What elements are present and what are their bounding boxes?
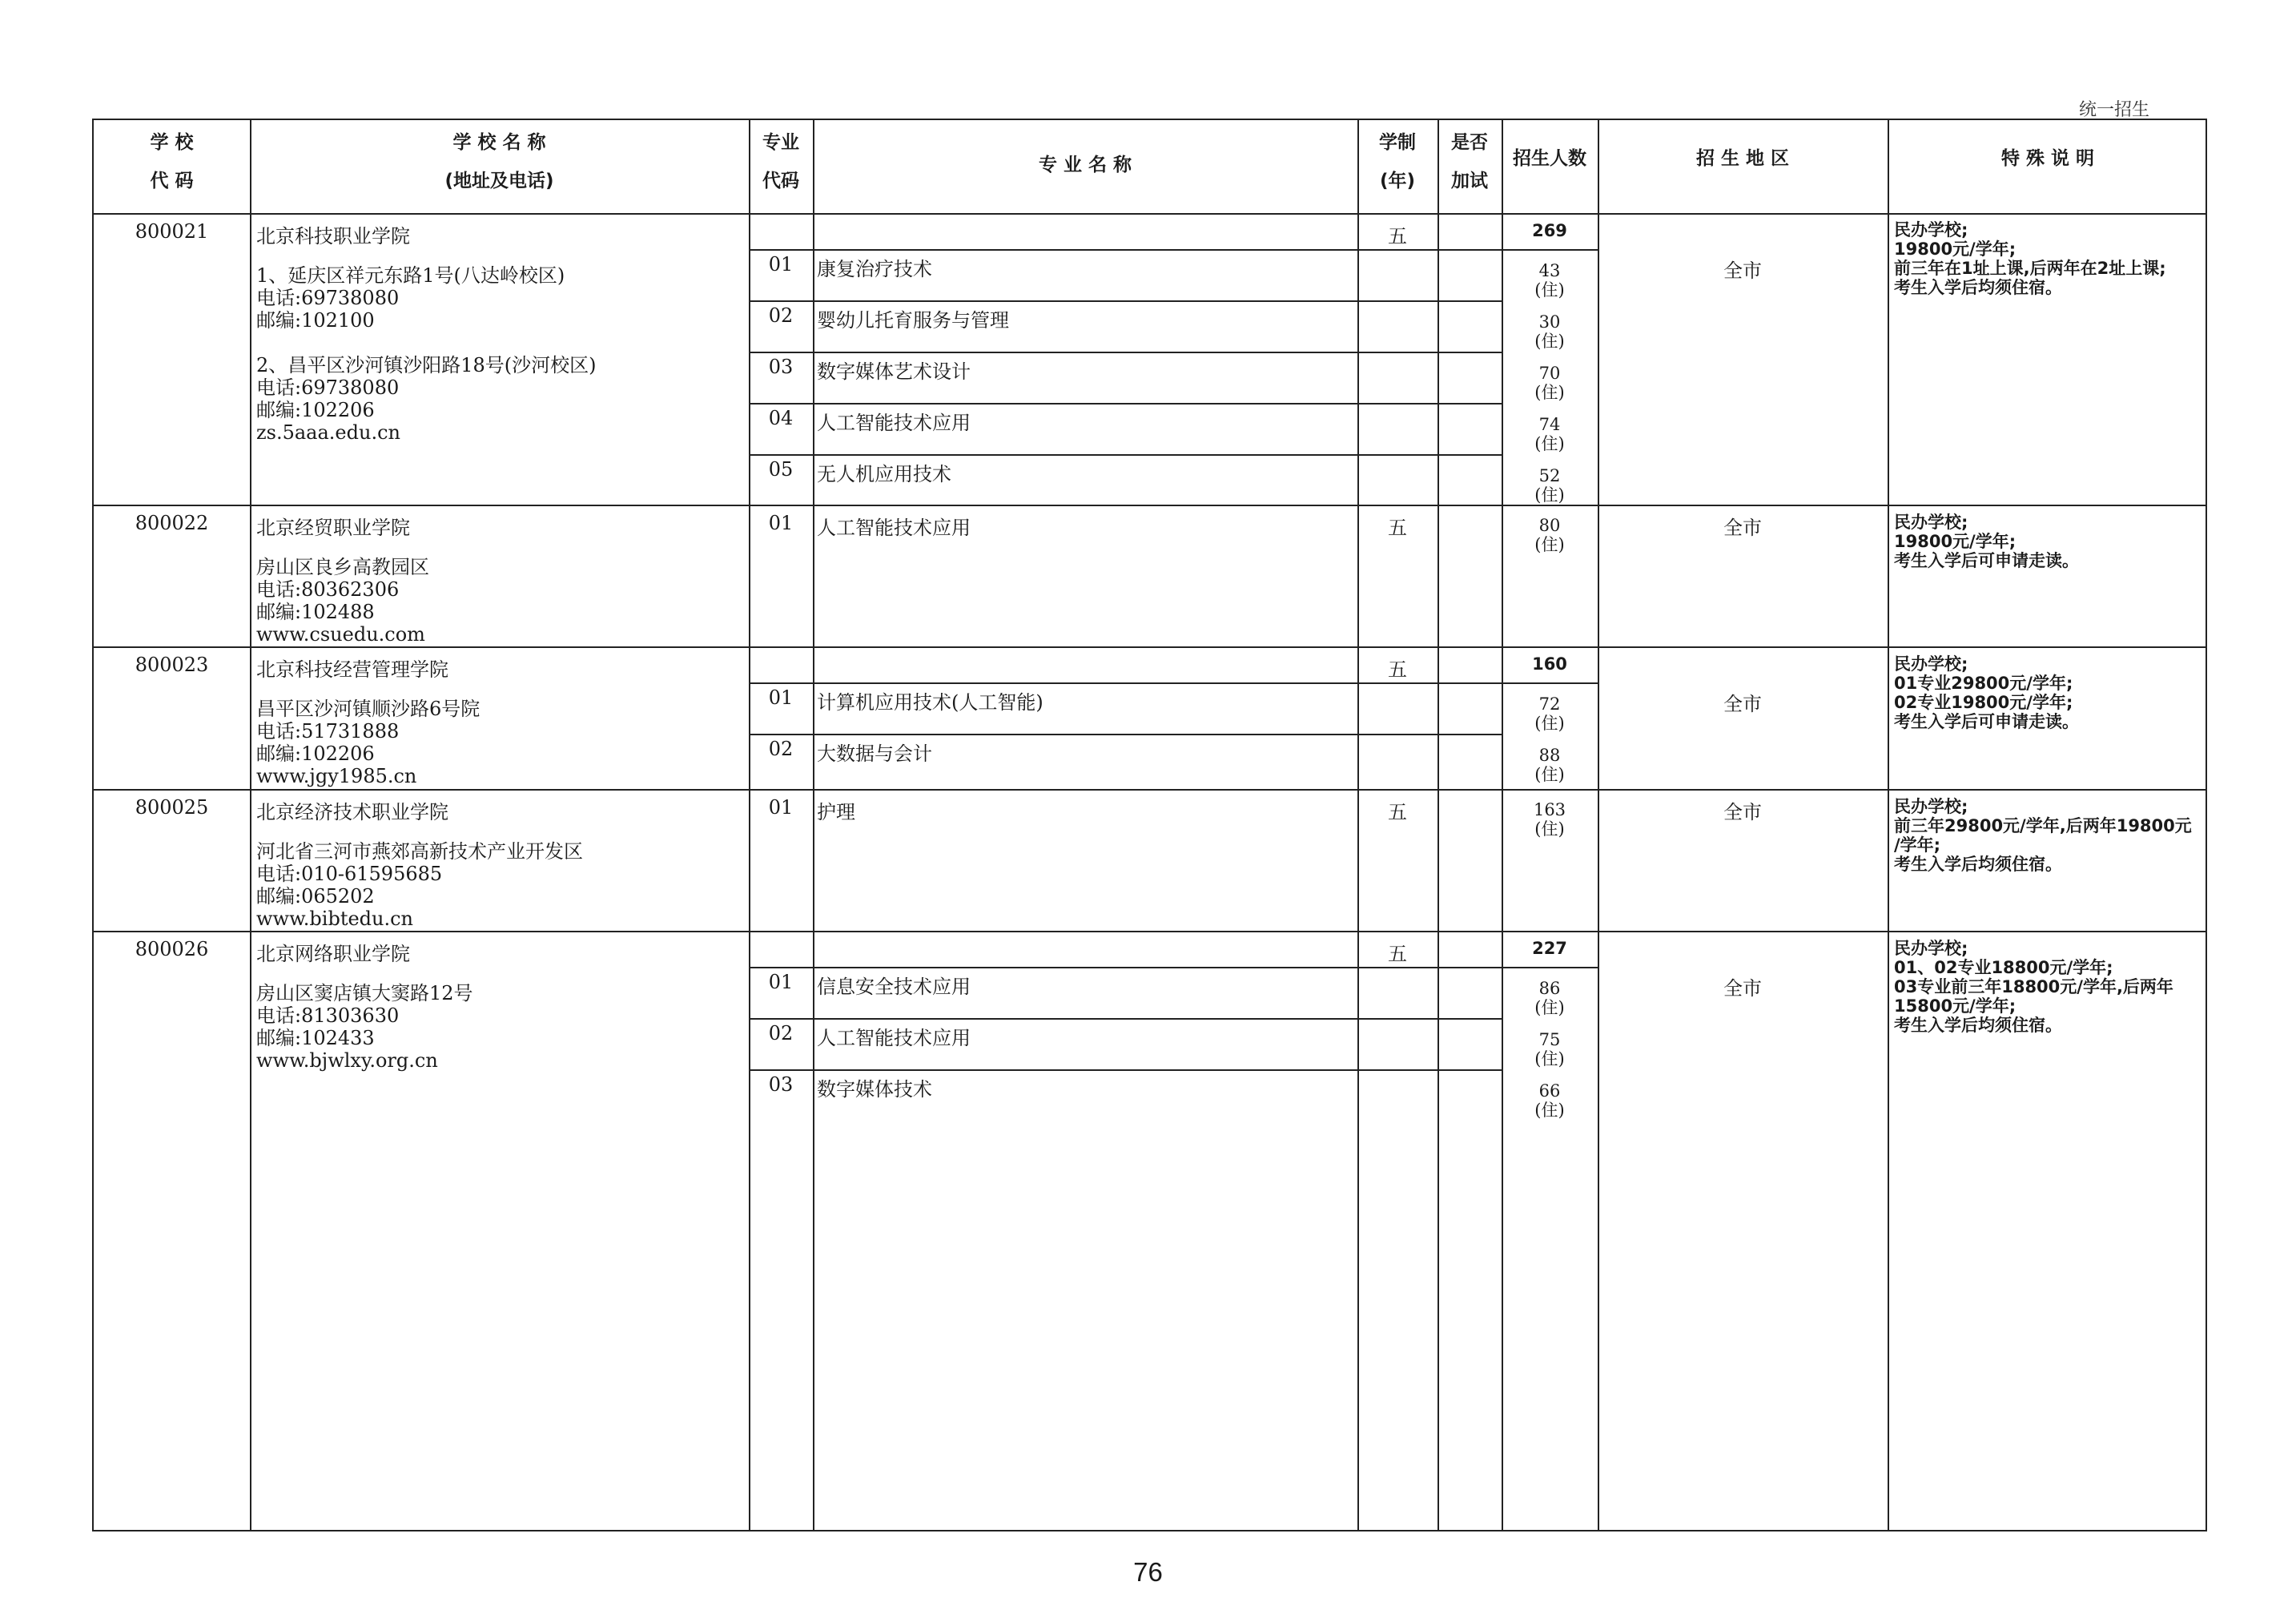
major-code: 01 — [768, 686, 794, 709]
col-divider — [250, 120, 251, 1530]
enrollment-table — [92, 119, 2207, 1531]
duration-value: 五 — [1388, 225, 1407, 248]
major-code: 01 — [768, 796, 794, 819]
major-code: 02 — [768, 738, 794, 760]
school-address: 1、延庆区祥元东路1号(八达岭校区) 电话:69738080 邮编:102100 2、昌平区沙河镇沙阳路18号(沙河校区) 电话:69738080 邮编:102206 zs.5aaa.edu.cn — [256, 264, 597, 444]
major-code: 02 — [768, 1022, 794, 1044]
sub-row-divider — [749, 249, 1598, 251]
row-divider — [94, 789, 2206, 791]
special-notes: 民办学校; 19800元/学年; 考生入学后可申请走读。 — [1894, 513, 2079, 570]
major-count: 75 (住) — [1534, 1030, 1565, 1069]
major-code: 02 — [768, 304, 794, 327]
col-divider — [813, 120, 814, 1530]
school-name: 北京经济技术职业学院 — [256, 801, 448, 823]
header-region: 招 生 地 区 — [1695, 148, 1790, 169]
special-notes: 民办学校; 01专业29800元/学年; 02专业19800元/学年; 考生入学后可申请走读。 — [1894, 654, 2079, 731]
major-code: 01 — [768, 971, 794, 993]
sub-row-divider — [749, 352, 1502, 353]
school-address: 房山区窦店镇大窦路12号 电话:81303630 邮编:102433 www.bjwlxy.org.cn — [256, 982, 473, 1072]
major-count: 72 (住) — [1534, 694, 1565, 733]
region-value: 全市 — [1723, 977, 1762, 1000]
total-count: 160 — [1532, 654, 1567, 674]
duration-value: 五 — [1388, 943, 1407, 965]
header-extra-test: 是否 加试 — [1451, 132, 1488, 191]
major-code: 05 — [768, 458, 794, 481]
sub-row-divider — [749, 454, 1502, 456]
row-divider — [94, 646, 2206, 648]
school-code: 800021 — [135, 220, 209, 243]
major-count: 70 (住) — [1534, 364, 1565, 402]
sub-row-divider — [749, 300, 1502, 302]
col-divider — [1438, 120, 1439, 1530]
header-major-code: 专业 代码 — [762, 132, 799, 191]
major-name: 大数据与会计 — [817, 743, 932, 765]
major-name: 信息安全技术应用 — [817, 976, 971, 998]
special-notes: 民办学校; 01、02专业18800元/学年; 03专业前三年18800元/学年,后两年 15800元/学年; 考生入学后均须住宿。 — [1894, 939, 2173, 1035]
sub-row-divider — [749, 967, 1598, 968]
major-name: 婴幼儿托育服务与管理 — [817, 309, 1009, 332]
school-name: 北京科技职业学院 — [256, 225, 410, 248]
major-name: 人工智能技术应用 — [817, 412, 971, 434]
row-divider — [94, 505, 2206, 506]
major-count: 80 (住) — [1534, 516, 1565, 554]
header-school-name: 学 校 名 称 (地址及电话) — [444, 132, 554, 191]
school-code: 800023 — [135, 654, 209, 676]
sub-row-divider — [749, 734, 1502, 735]
school-code: 800025 — [135, 796, 209, 819]
school-address: 昌平区沙河镇顺沙路6号院 电话:51731888 邮编:102206 www.jgy1985.cn — [256, 698, 481, 787]
school-name: 北京经贸职业学院 — [256, 517, 410, 539]
col-divider — [749, 120, 750, 1530]
sub-row-divider — [749, 403, 1502, 404]
header-duration: 学制 (年) — [1379, 132, 1416, 191]
region-value: 全市 — [1723, 693, 1762, 715]
header-enroll-count: 招生人数 — [1513, 148, 1586, 169]
header-school-code: 学 校 代 码 — [150, 132, 194, 191]
total-count: 269 — [1532, 221, 1567, 240]
region-value: 全市 — [1723, 517, 1762, 539]
row-divider — [94, 931, 2206, 932]
major-name: 无人机应用技术 — [817, 463, 951, 485]
total-count: 227 — [1532, 939, 1567, 958]
major-count: 74 (住) — [1534, 415, 1565, 453]
school-address: 房山区良乡高教园区 电话:80362306 邮编:102488 www.csuedu.com — [256, 556, 429, 646]
major-count: 66 (住) — [1534, 1081, 1565, 1120]
major-count: 163 (住) — [1533, 800, 1566, 839]
duration-value: 五 — [1388, 517, 1407, 539]
corner-label: 统一招生 — [2078, 100, 2149, 120]
school-address: 河北省三河市燕郊高新技术产业开发区 电话:010-61595685 邮编:065202 www.bibtedu.cn — [256, 840, 583, 930]
major-count: 88 (住) — [1534, 746, 1565, 784]
school-name: 北京科技经营管理学院 — [256, 658, 448, 681]
major-count: 30 (住) — [1534, 312, 1565, 351]
sub-row-divider — [749, 682, 1598, 684]
special-notes: 民办学校; 19800元/学年; 前三年在1址上课,后两年在2址上课; 考生入学后均须住宿。 — [1894, 220, 2166, 297]
major-count: 86 (住) — [1534, 979, 1565, 1017]
major-name: 数字媒体艺术设计 — [817, 360, 971, 383]
col-divider — [1888, 120, 1889, 1530]
major-count: 43 (住) — [1534, 261, 1565, 300]
duration-value: 五 — [1388, 658, 1407, 681]
col-divider — [1357, 120, 1359, 1530]
major-name: 护理 — [817, 801, 855, 823]
header-notes: 特 殊 说 明 — [2000, 148, 2095, 169]
header-divider — [94, 213, 2206, 215]
major-code: 01 — [768, 253, 794, 276]
major-name: 康复治疗技术 — [817, 258, 932, 280]
major-name: 人工智能技术应用 — [817, 517, 971, 539]
col-divider — [1598, 120, 1599, 1530]
major-name: 计算机应用技术(人工智能) — [817, 691, 1043, 714]
major-code: 03 — [768, 356, 794, 378]
major-code: 03 — [768, 1073, 794, 1096]
major-name: 数字媒体技术 — [817, 1078, 932, 1101]
major-code: 01 — [768, 512, 794, 534]
duration-value: 五 — [1388, 801, 1407, 823]
page-number: 76 — [1133, 1557, 1163, 1587]
school-code: 800022 — [135, 512, 209, 534]
region-value: 全市 — [1723, 801, 1762, 823]
sub-row-divider — [749, 1069, 1502, 1071]
school-name: 北京网络职业学院 — [256, 943, 410, 965]
sub-row-divider — [749, 1018, 1502, 1020]
header-major-name: 专 业 名 称 — [1038, 155, 1132, 175]
region-value: 全市 — [1723, 260, 1762, 282]
major-name: 人工智能技术应用 — [817, 1027, 971, 1049]
special-notes: 民办学校; 前三年29800元/学年,后两年19800元 /学年; 考生入学后均须住宿。 — [1894, 797, 2192, 874]
major-code: 04 — [768, 407, 794, 429]
major-count: 52 (住) — [1534, 466, 1565, 505]
school-code: 800026 — [135, 938, 209, 960]
